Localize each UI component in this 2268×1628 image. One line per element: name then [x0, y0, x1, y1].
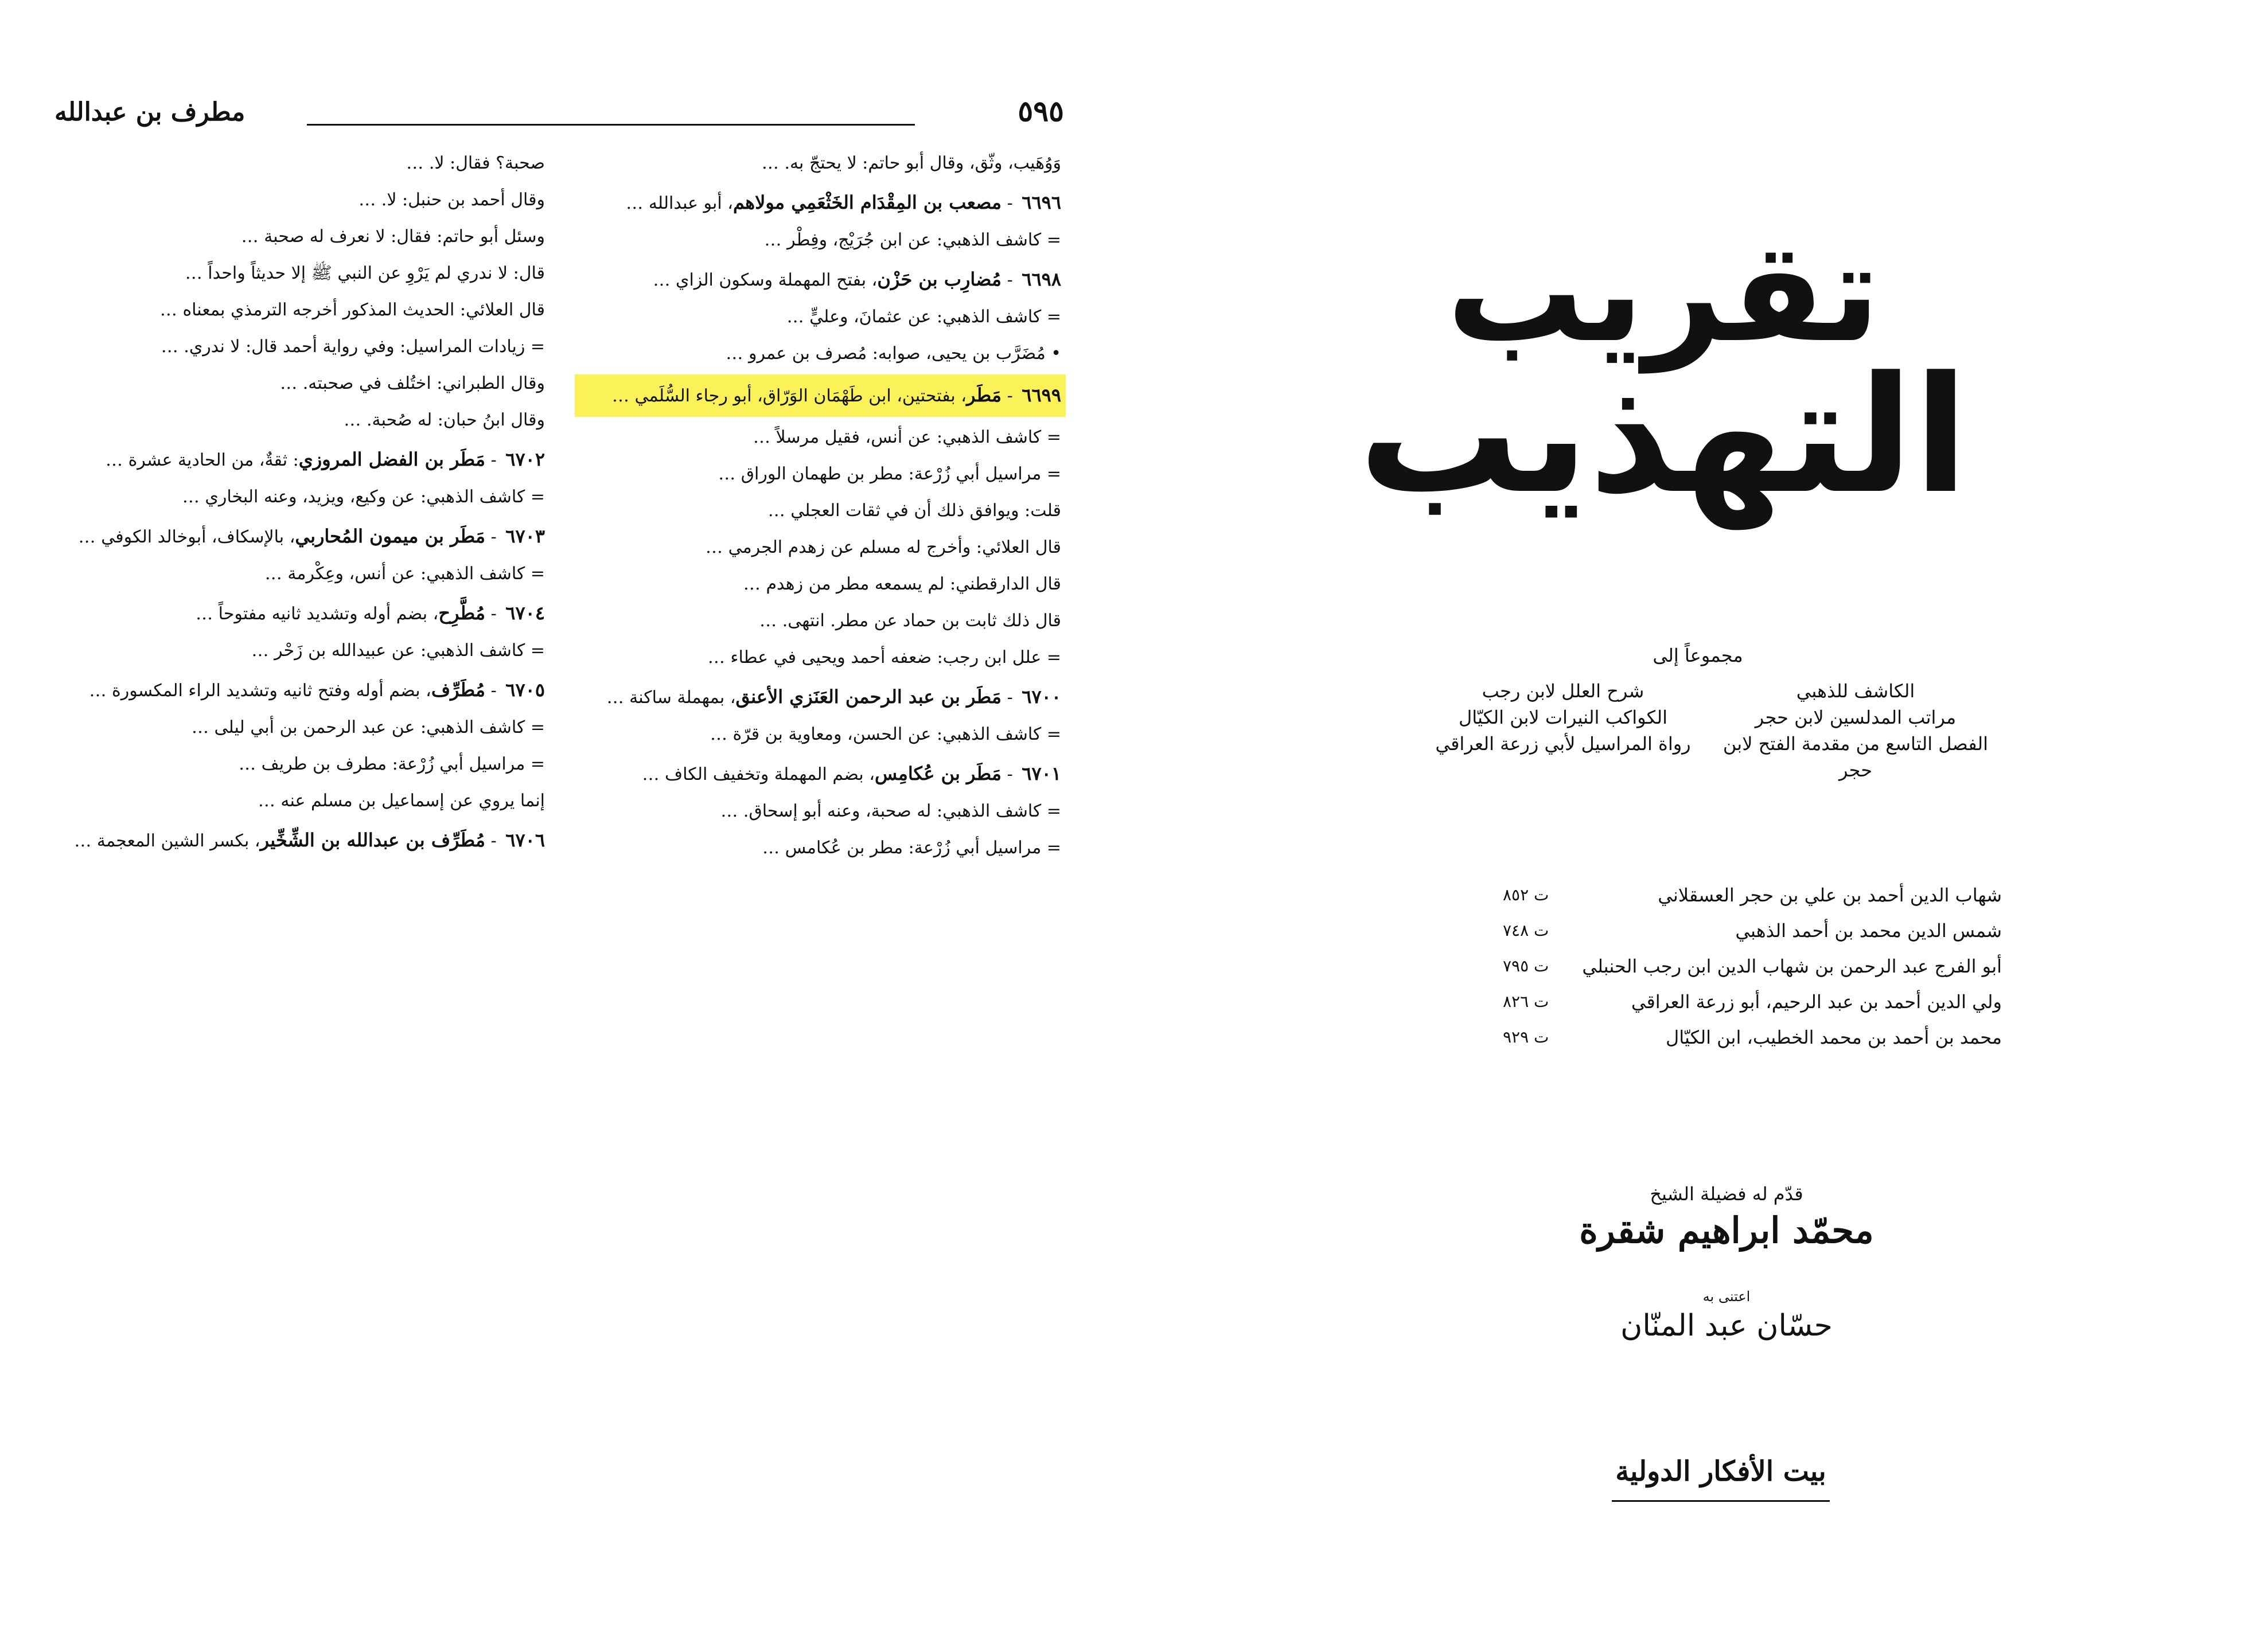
author-death-date: ت ٨٥٢	[1503, 885, 1549, 904]
text-paragraph: قال ذلك ثابت بن حماد عن مطر. انتهى. …	[579, 604, 1061, 638]
publisher-seal	[1600, 1445, 1841, 1520]
author-line	[1503, 1020, 2053, 1055]
source-item: رواة المراسيل لأبي زرعة العراقي	[1435, 733, 1691, 755]
entry-text: ، بكسر الشين المعجمة	[96, 831, 260, 851]
page-header	[54, 94, 1064, 149]
biography-entry: ٦٦٩٨ - مُضارِب بن حَزْن، بفتح المهملة وسكون الزاي …	[579, 262, 1061, 298]
author-death-date: ت ٩٢٩	[1503, 1028, 1549, 1047]
author-name: ولي الدين أحمد بن عبد الرحيم، أبو زرعة العراقي	[1631, 991, 2002, 1013]
book-title-line-1: تقريب	[1446, 212, 1881, 373]
biography-entry: ٦٧٠٥ - مُطَرِّف، بضم أوله وفتح ثانيه وتشديد الراء المكسورة …	[57, 673, 545, 708]
entry-number: ٦٦٩٨	[1022, 268, 1061, 290]
narrator-name: مَطَر بن عُكامِس	[874, 763, 1002, 784]
text-paragraph: قال الدارقطني: لم يسمعه مطر من زهدم …	[579, 567, 1061, 602]
text-paragraph: = كاشف الذهبي: عن عثمانَ، وعليٍّ …	[579, 300, 1061, 334]
text-paragraph: وسئل أبو حاتم: فقال: لا نعرف له صحبة …	[57, 220, 545, 254]
publisher-name: بيت الأفكار الدولية	[1615, 1455, 1826, 1488]
running-title: مطرف بن عبدالله	[54, 97, 245, 127]
biography-entry: ٦٦٩٦ - مصعب بن المِقْدَام الخَثْعَمِي مولاهم، أبو عبدالله …	[579, 185, 1061, 221]
narrator-name: مَطَر بن عبد الرحمن العَنَزي الأعنق	[735, 686, 1002, 708]
biography-entry: ٦٧٠٤ - مُطَّرِح، بضم أوله وتشديد ثانيه مفتوحاً …	[57, 596, 545, 631]
sources-right-column	[1715, 678, 1996, 783]
source-item: الكاشف للذهبي	[1796, 680, 1915, 702]
authors-list	[1503, 877, 2053, 1055]
entry-number: ٦٧٠١	[1022, 763, 1061, 784]
narrator-name: مصعب بن المِقْدَام الخَثْعَمِي مولاهم	[732, 192, 1002, 213]
author-line	[1503, 948, 2053, 984]
entry-number: ٦٧٠٤	[505, 602, 545, 624]
editor-name: حسّان عبد المنّان	[1620, 1309, 1833, 1343]
introduction-credit	[1468, 1181, 1985, 1255]
entry-number: ٦٦٩٩	[1022, 384, 1061, 406]
biography-entry: ٦٧٠٢ - مَطَر بن الفضل المروزي: ثقةٌ، من الحادية عشرة …	[57, 442, 545, 478]
source-item: مراتب المدلسين لابن حجر	[1755, 706, 1957, 728]
author-name: شمس الدين محمد بن أحمد الذهبي	[1735, 920, 2002, 942]
biography-entry: ٦٧٠٦ - مُطَرِّف بن عبدالله بن الشِّخِّير، بكسر الشين المعجمة …	[57, 823, 545, 858]
source-item: الكواكب النيرات لابن الكيّال	[1458, 706, 1667, 728]
intro-name: محمّد ابراهيم شقرة	[1579, 1209, 1874, 1251]
seal-underline	[1612, 1500, 1830, 1502]
narrator-name: مُطَّرِح	[438, 602, 486, 624]
text-paragraph: = كاشف الذهبي: عن أنس، وعِكْرمة …	[57, 557, 545, 591]
header-rule	[307, 124, 915, 126]
text-paragraph: = كاشف الذهبي: عن أنس، فقيل مرسلاً …	[579, 420, 1061, 455]
text-paragraph: = كاشف الذهبي: عن عبيدالله بن زَحْر …	[57, 634, 545, 668]
author-name: محمد بن أحمد بن محمد الخطيب، ابن الكيّال	[1666, 1026, 2002, 1048]
text-paragraph: = كاشف الذهبي: عن عبد الرحمن بن أبي ليلى …	[57, 710, 545, 745]
entry-text: ، بفتحتين، ابن طَهْمَان الوَرّاق، أبو رجاء السُّلَمي	[634, 386, 967, 406]
entry-text: ، بمهملة ساكنة	[629, 688, 736, 708]
author-death-date: ت ٨٢٦	[1503, 992, 1549, 1011]
entry-text: ، بضم أوله وتشديد ثانيه مفتوحاً	[218, 604, 439, 624]
text-paragraph: = زيادات المراسيل: وفي رواية أحمد قال: لا ندري. …	[57, 330, 545, 364]
text-paragraph: = علل ابن رجب: ضعفه أحمد ويحيى في عطاء …	[579, 641, 1061, 675]
book-title	[1319, 212, 2008, 529]
author-death-date: ت ٧٩٥	[1503, 957, 1549, 975]
source-item: شرح العلل لابن رجب	[1482, 680, 1645, 702]
entry-number: ٦٧٠٣	[505, 525, 545, 547]
intro-label: قدّم له فضيلة الشيخ	[1650, 1183, 1803, 1205]
author-line	[1503, 913, 2053, 948]
author-name: شهاب الدين أحمد بن علي بن حجر العسقلاني	[1658, 884, 2002, 906]
narrator-name: مُطَرِّف بن عبدالله بن الشِّخِّير	[260, 829, 486, 851]
text-page	[0, 0, 1124, 1628]
entry-text: ، بفتح المهملة وسكون الزاي	[675, 270, 878, 290]
narrator-name: مُضارِب بن حَزْن	[877, 268, 1002, 290]
entry-number: ٦٦٩٦	[1022, 192, 1061, 213]
text-paragraph: إنما يروي عن إسماعيل بن مسلم عنه …	[57, 784, 545, 818]
right-text-column	[579, 146, 1061, 868]
text-paragraph: قال العلائي: الحديث المذكور أخرجه الترمذي بمعناه …	[57, 293, 545, 327]
entry-number: ٦٧٠٥	[505, 679, 545, 701]
text-paragraph: = كاشف الذهبي: عن الحسن، ومعاوية بن قرّة …	[579, 717, 1061, 752]
entry-text: : ثقةٌ، من الحادية عشرة	[128, 450, 299, 470]
narrator-name: مَطَر بن الفضل المروزي	[298, 448, 486, 470]
entry-number: ٦٧٠٦	[505, 829, 545, 851]
text-paragraph: = كاشف الذهبي: عن ابن جُرَيْج، وفِطْر …	[579, 223, 1061, 257]
text-paragraph: = مراسيل أبي زُرْعة: مطرف بن طريف …	[57, 747, 545, 782]
entry-text: ، بضم أوله وفتح ثانيه وتشديد الراء المكسورة	[112, 681, 431, 701]
text-paragraph: = مراسيل أبي زُرْعة: مطر بن عُكامس …	[579, 831, 1061, 865]
sources-left-column	[1423, 678, 1704, 757]
narrator-name: مُطَرِّف	[431, 679, 486, 701]
entry-number: ٦٧٠٠	[1022, 686, 1061, 708]
narrator-name: مَطَر بن ميمون المُحاربي	[295, 525, 486, 547]
editor-label: اعتنى به	[1702, 1289, 1751, 1305]
entry-text: ، بالإسكاف، أبوخالد الكوفي	[101, 527, 295, 547]
text-paragraph: قال العلائي: وأخرج له مسلم عن زهدم الجرمي …	[579, 530, 1061, 565]
text-paragraph: • مُضَرَّب بن يحيى، صوابه: مُصرف بن عمرو …	[579, 337, 1061, 371]
text-paragraph: = كاشف الذهبي: عن وكيع، ويزيد، وعنه البخاري …	[57, 480, 545, 514]
text-paragraph: قال: لا ندري لم يَرْوِ عن النبي ﷺ إلا حديثاً واحداً …	[57, 256, 545, 291]
source-item: الفصل التاسع من مقدمة الفتح لابن حجر	[1723, 733, 1989, 781]
author-line	[1503, 984, 2053, 1020]
text-paragraph: وقال ابنُ حبان: له صُحبة. …	[57, 403, 545, 438]
page-number: ٥٩٥	[1018, 94, 1064, 128]
text-paragraph: وَوُهَيب، وثّق، وقال أبو حاتم: لا يحتجّ به. …	[579, 146, 1061, 181]
text-paragraph: صحبة؟ فقال: لا. …	[57, 146, 545, 181]
biography-entry: ٦٧٠٣ - مَطَر بن ميمون المُحاربي، بالإسكاف، أبوخالد الكوفي …	[57, 519, 545, 555]
editor-credit	[1468, 1287, 1985, 1346]
biography-entry: ٦٧٠١ - مَطَر بن عُكامِس، بضم المهملة وتخفيف الكاف …	[579, 756, 1061, 792]
text-paragraph: وقال أحمد بن حنبل: لا. …	[57, 183, 545, 217]
left-text-column	[57, 146, 545, 861]
entry-number: ٦٧٠٢	[505, 448, 545, 470]
author-name: أبو الفرج عبد الرحمن بن شهاب الدين ابن رجب الحنبلي	[1582, 955, 2002, 977]
biography-entry: ٦٧٠٠ - مَطَر بن عبد الرحمن العَنَزي الأعنق، بمهملة ساكنة …	[579, 680, 1061, 715]
author-death-date: ت ٧٤٨	[1503, 921, 1549, 940]
text-paragraph: = مراسيل أبي زُرْعة: مطر بن طهمان الوراق …	[579, 457, 1061, 491]
narrator-name: مَطَر	[966, 384, 1002, 406]
entry-text: ، بضم المهملة وتخفيف الكاف	[665, 764, 875, 784]
biography-entry: ٦٦٩٩ - مَطَر، بفتحتين، ابن طَهْمَان الوَرّاق، أبو رجاء السُّلَمي …	[579, 378, 1061, 413]
text-paragraph: وقال الطبراني: اختُلف في صحبته. …	[57, 366, 545, 401]
text-paragraph: = كاشف الذهبي: له صحبة، وعنه أبو إسحاق. …	[579, 794, 1061, 829]
collected-label: مجموعاً إلى	[1653, 645, 1743, 666]
author-line	[1503, 877, 2053, 913]
highlighted-entry	[575, 374, 1066, 417]
text-paragraph: قلت: ويوافق ذلك أن في ثقات العجلي …	[579, 494, 1061, 528]
entry-text: ، أبو عبدالله	[648, 193, 733, 213]
book-title-line-2: التهذيب	[1358, 342, 1969, 529]
